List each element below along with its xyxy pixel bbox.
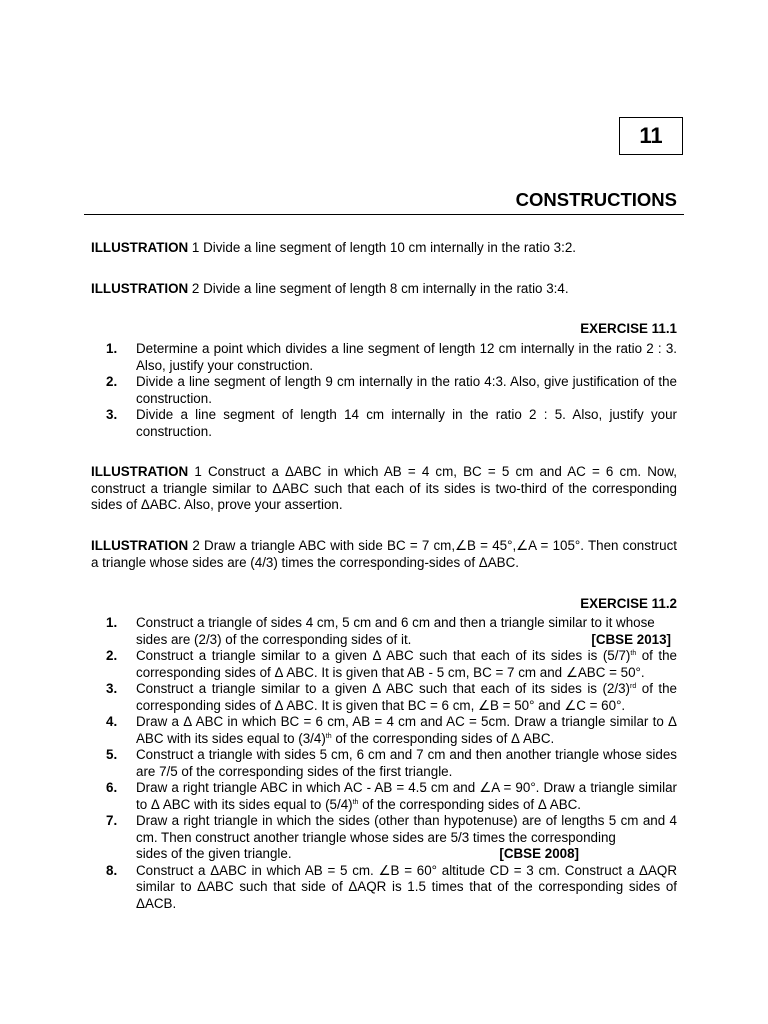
list-item (91, 813, 677, 863)
source-reference: [CBSE 2013] (591, 631, 671, 647)
item-number: 1. (106, 341, 118, 356)
item-text: sides of the given triangle. (136, 846, 292, 861)
item-text: Draw a right triangle in which the sides (other than hypotenuse) are of lengths 5 cm and 4 cm. Then construct another triangle whose sides are 5/3 times the corresponding (136, 813, 677, 845)
illustration-text: 2 Divide a line segment of length 8 cm internally in the ratio 3:4. (188, 281, 569, 296)
illustration-label: ILLUSTRATION (91, 538, 189, 553)
item-text: Divide a line segment of length 9 cm internally in the ratio 4:3. Also, give justification of the construction. (136, 374, 677, 406)
list-item (91, 747, 677, 780)
illustration-text: 1 Divide a line segment of length 10 cm internally in the ratio 3:2. (188, 240, 577, 255)
list-item (91, 374, 677, 407)
source-reference: [CBSE 2008] (499, 846, 579, 861)
item-text: sides are (2/3) of the corresponding sides of it. (136, 631, 412, 647)
item-text: Construct a ΔABC in which AB = 5 cm. ∠B = 60° altitude CD = 3 cm. Construct a ΔAQR similar to ΔABC such that side of ΔAQR is 1.5 times that of the corresponding sides of ΔACB. (136, 862, 677, 911)
list-item (91, 780, 677, 813)
item-text: of the corresponding sides of Δ ABC. It is given that AB - 5 cm, BC = 7 cm and ∠ABC = 50°. (136, 648, 677, 680)
item-text: of the corresponding sides of Δ ABC. (331, 730, 555, 746)
item-number: 1. (106, 615, 118, 630)
illustration-label: ILLUSTRATION (91, 281, 189, 296)
list-item (91, 341, 677, 374)
illustration-paragraph (91, 464, 677, 514)
illustration-text: 1 Construct a ΔABC in which AB = 4 cm, BC = 5 cm and AC = 6 cm. Now, construct a triangle similar to ΔABC such that each of its sides is two-third of the corresponding sides of ΔABC. Also, prove your assertion. (91, 464, 677, 512)
item-number: 3. (106, 681, 118, 696)
item-text: of the corresponding sides of Δ ABC. It is given that BC = 6 cm, ∠B = 50° and ∠C = 60°. (136, 681, 678, 713)
chapter-number-box (619, 117, 683, 155)
chapter-number: 11 (639, 123, 663, 148)
list-item (91, 863, 677, 913)
item-number: 5. (106, 747, 118, 762)
item-text: Construct a triangle with sides 5 cm, 6 cm and 7 cm and then another triangle whose sides are 7/5 of the corresponding sides of the first triangle. (136, 747, 677, 779)
ordinal-suffix: th (630, 650, 637, 657)
item-text: Draw a Δ ABC in which BC = 6 cm, AB = 4 cm and AC = 5cm. Draw a triangle similar to Δ ABC with its sides equal to (3/4) (136, 714, 677, 746)
exercise-heading: EXERCISE 11.1 (580, 321, 677, 336)
illustration-label: ILLUSTRATION (91, 464, 189, 479)
title-divider (84, 214, 684, 215)
illustration-label: ILLUSTRATION (91, 240, 189, 255)
item-number: 3. (106, 407, 118, 422)
list-item (91, 648, 677, 681)
illustration-paragraph (91, 538, 677, 571)
item-number: 4. (106, 714, 118, 729)
item-number: 6. (106, 780, 118, 795)
list-item (91, 407, 677, 440)
exercise-list (91, 615, 677, 912)
item-text: Construct a triangle similar to a given Δ ABC such that each of its sides is (2/3) (136, 681, 631, 696)
item-number: 7. (106, 813, 118, 828)
item-number: 2. (106, 648, 118, 663)
illustration-paragraph (91, 240, 677, 257)
item-number: 8. (106, 862, 118, 878)
item-number: 2. (106, 374, 118, 389)
item-text: of the corresponding sides of Δ ABC. (358, 796, 582, 812)
item-text: Divide a line segment of length 14 cm internally in the ratio 2 : 5. Also, justify your construction. (136, 407, 677, 439)
exercise-heading: EXERCISE 11.2 (580, 596, 677, 611)
ordinal-suffix: th (352, 798, 359, 806)
item-text: Draw a right triangle ABC in which AC - AB = 4.5 cm and ∠A = 90°. Draw a triangle similar to Δ ABC with its sides equal to (5/4) (136, 780, 677, 812)
chapter-title: CONSTRUCTIONS (515, 189, 677, 210)
item-text: Determine a point which divides a line segment of length 12 cm internally in the ratio 2 : 3. Also, justify your construction. (136, 341, 677, 373)
item-text: Construct a triangle of sides 4 cm, 5 cm and 6 cm and then a triangle similar to it whose (136, 615, 655, 630)
list-item (91, 714, 677, 747)
list-item (91, 615, 677, 648)
ordinal-suffix: th (325, 732, 332, 740)
exercise-list (91, 341, 677, 440)
illustration-text: 2 Draw a triangle ABC with side BC = 7 cm,∠B = 45°,∠A = 105°. Then construct a triangle whose sides are (4/3) times the corresponding-sides of ΔABC. (91, 538, 677, 570)
ordinal-suffix: rd (630, 683, 637, 690)
list-item (91, 681, 677, 714)
illustration-paragraph (91, 281, 677, 298)
item-text: Construct a triangle similar to a given Δ ABC such that each of its sides is (5/7) (136, 648, 631, 663)
